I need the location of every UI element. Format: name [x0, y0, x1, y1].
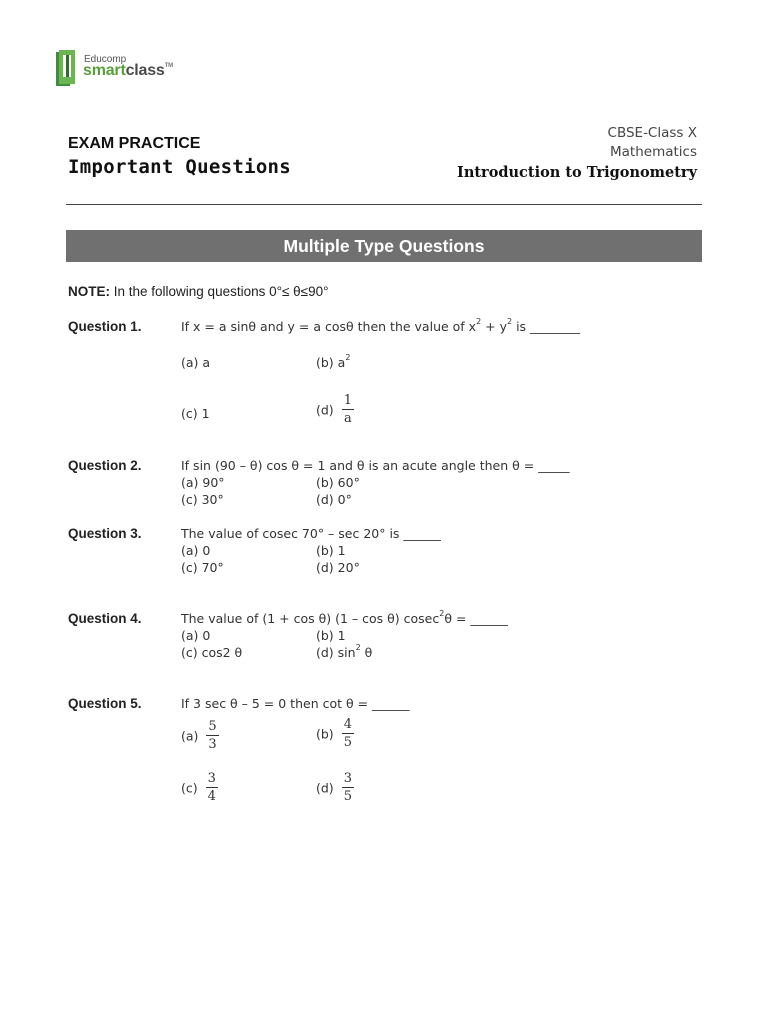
- q2-option-c: (c) 30°: [181, 492, 224, 507]
- q4-option-b: (b) 1: [316, 628, 346, 643]
- logo-brand-small: Educomp: [84, 54, 127, 65]
- question-1-text: [181, 319, 580, 334]
- q5-option-c-label: (c): [181, 780, 198, 796]
- question-2-text: If sin (90 – θ) cos θ = 1 and θ is an acute angle then θ = _____: [181, 458, 570, 473]
- header-divider: [66, 204, 702, 205]
- q3-option-c: (c) 70°: [181, 560, 224, 575]
- educomp-smartclass-logo: [56, 50, 196, 90]
- q5-option-b-fraction: [342, 717, 354, 751]
- board-class-label: CBSE-Class X: [607, 125, 697, 141]
- fraction-denominator: 5: [343, 789, 352, 804]
- q5-option-c: [181, 771, 218, 805]
- fraction-numerator: 4: [343, 717, 352, 732]
- logo-trademark: TM: [164, 63, 173, 69]
- q3-option-b: (b) 1: [316, 543, 346, 558]
- q3-option-a: (a) 0: [181, 543, 211, 558]
- q5-option-a-fraction: [206, 719, 218, 753]
- q1-option-a: (a) a: [181, 355, 211, 370]
- q5-option-d-fraction: [342, 771, 354, 805]
- q1-option-b-text: (b) a: [316, 355, 346, 370]
- exam-practice-heading: EXAM PRACTICE: [68, 135, 201, 152]
- chapter-title: Introduction to Trigonometry: [457, 164, 697, 181]
- q4-option-a: (a) 0: [181, 628, 211, 643]
- fraction-numerator: 3: [207, 771, 216, 786]
- q4-option-d-exponent: 2: [355, 643, 361, 652]
- q4-option-d: [316, 645, 372, 660]
- note-text: In the following questions 0°≤ θ≤90°: [110, 284, 329, 299]
- question-5-label: Question 5.: [68, 696, 142, 711]
- q1-option-b: [316, 355, 350, 370]
- q1-option-b-exponent: 2: [345, 353, 351, 362]
- question-4-text: [181, 611, 508, 626]
- q1-option-d: [316, 393, 354, 427]
- question-3-text: The value of cosec 70° – sec 20° is ______: [181, 526, 441, 541]
- q1-text-part: is ________: [512, 319, 581, 334]
- q1-option-c: (c) 1: [181, 406, 210, 421]
- q1-option-d-label: (d): [316, 402, 334, 418]
- question-1-label: Question 1.: [68, 319, 142, 334]
- subject-label: Mathematics: [610, 144, 697, 160]
- section-title-bar: Multiple Type Questions: [66, 230, 702, 262]
- q4-option-c: (c) cos2 θ: [181, 645, 243, 660]
- fraction-denominator: 5: [343, 735, 352, 750]
- q4-option-d-tail: θ: [360, 645, 373, 660]
- question-2-label: Question 2.: [68, 458, 142, 473]
- fraction-numerator: 5: [208, 719, 217, 734]
- q2-option-a: (a) 90°: [181, 475, 225, 490]
- q1-option-d-fraction: [342, 393, 354, 427]
- logo-brand-name: [83, 62, 173, 80]
- q4-text-part: θ = ______: [444, 611, 508, 626]
- note-label: NOTE:: [68, 284, 110, 299]
- q4-text-part: The value of (1 + cos θ) (1 – cos θ) cosec: [181, 611, 440, 626]
- logo-class-text: class: [125, 62, 165, 79]
- fraction-denominator: a: [343, 411, 352, 426]
- important-questions-heading: Important Questions: [68, 156, 292, 178]
- header-right-block: [457, 124, 697, 181]
- fraction-numerator: 1: [343, 393, 352, 408]
- q5-option-a-label: (a): [181, 728, 199, 744]
- fraction-denominator: 3: [208, 737, 217, 752]
- question-5-text: If 3 sec θ – 5 = 0 then cot θ = ______: [181, 696, 410, 711]
- q2-option-d: (d) 0°: [316, 492, 352, 507]
- note-line: [68, 284, 329, 299]
- q4-option-d-text: (d) sin: [316, 645, 356, 660]
- q5-option-b: [316, 717, 354, 751]
- q1-text-part: If x = a sinθ and y = a cosθ then the value of x: [181, 319, 477, 334]
- logo-mark-icon: [56, 50, 78, 88]
- fraction-denominator: 4: [207, 789, 216, 804]
- q3-option-d: (d) 20°: [316, 560, 360, 575]
- fraction-numerator: 3: [343, 771, 352, 786]
- question-3-label: Question 3.: [68, 526, 142, 541]
- q5-option-c-fraction: [206, 771, 218, 805]
- question-4-label: Question 4.: [68, 611, 142, 626]
- q5-option-b-label: (b): [316, 726, 334, 742]
- q1-exponent: 2: [476, 317, 482, 326]
- logo-smart-text: smart: [83, 62, 126, 79]
- q2-option-b: (b) 60°: [316, 475, 360, 490]
- q5-option-d: [316, 771, 354, 805]
- q1-text-part: + y: [481, 319, 507, 334]
- q5-option-d-label: (d): [316, 780, 334, 796]
- q4-exponent: 2: [439, 609, 445, 618]
- q5-option-a: [181, 719, 219, 753]
- q1-exponent: 2: [507, 317, 513, 326]
